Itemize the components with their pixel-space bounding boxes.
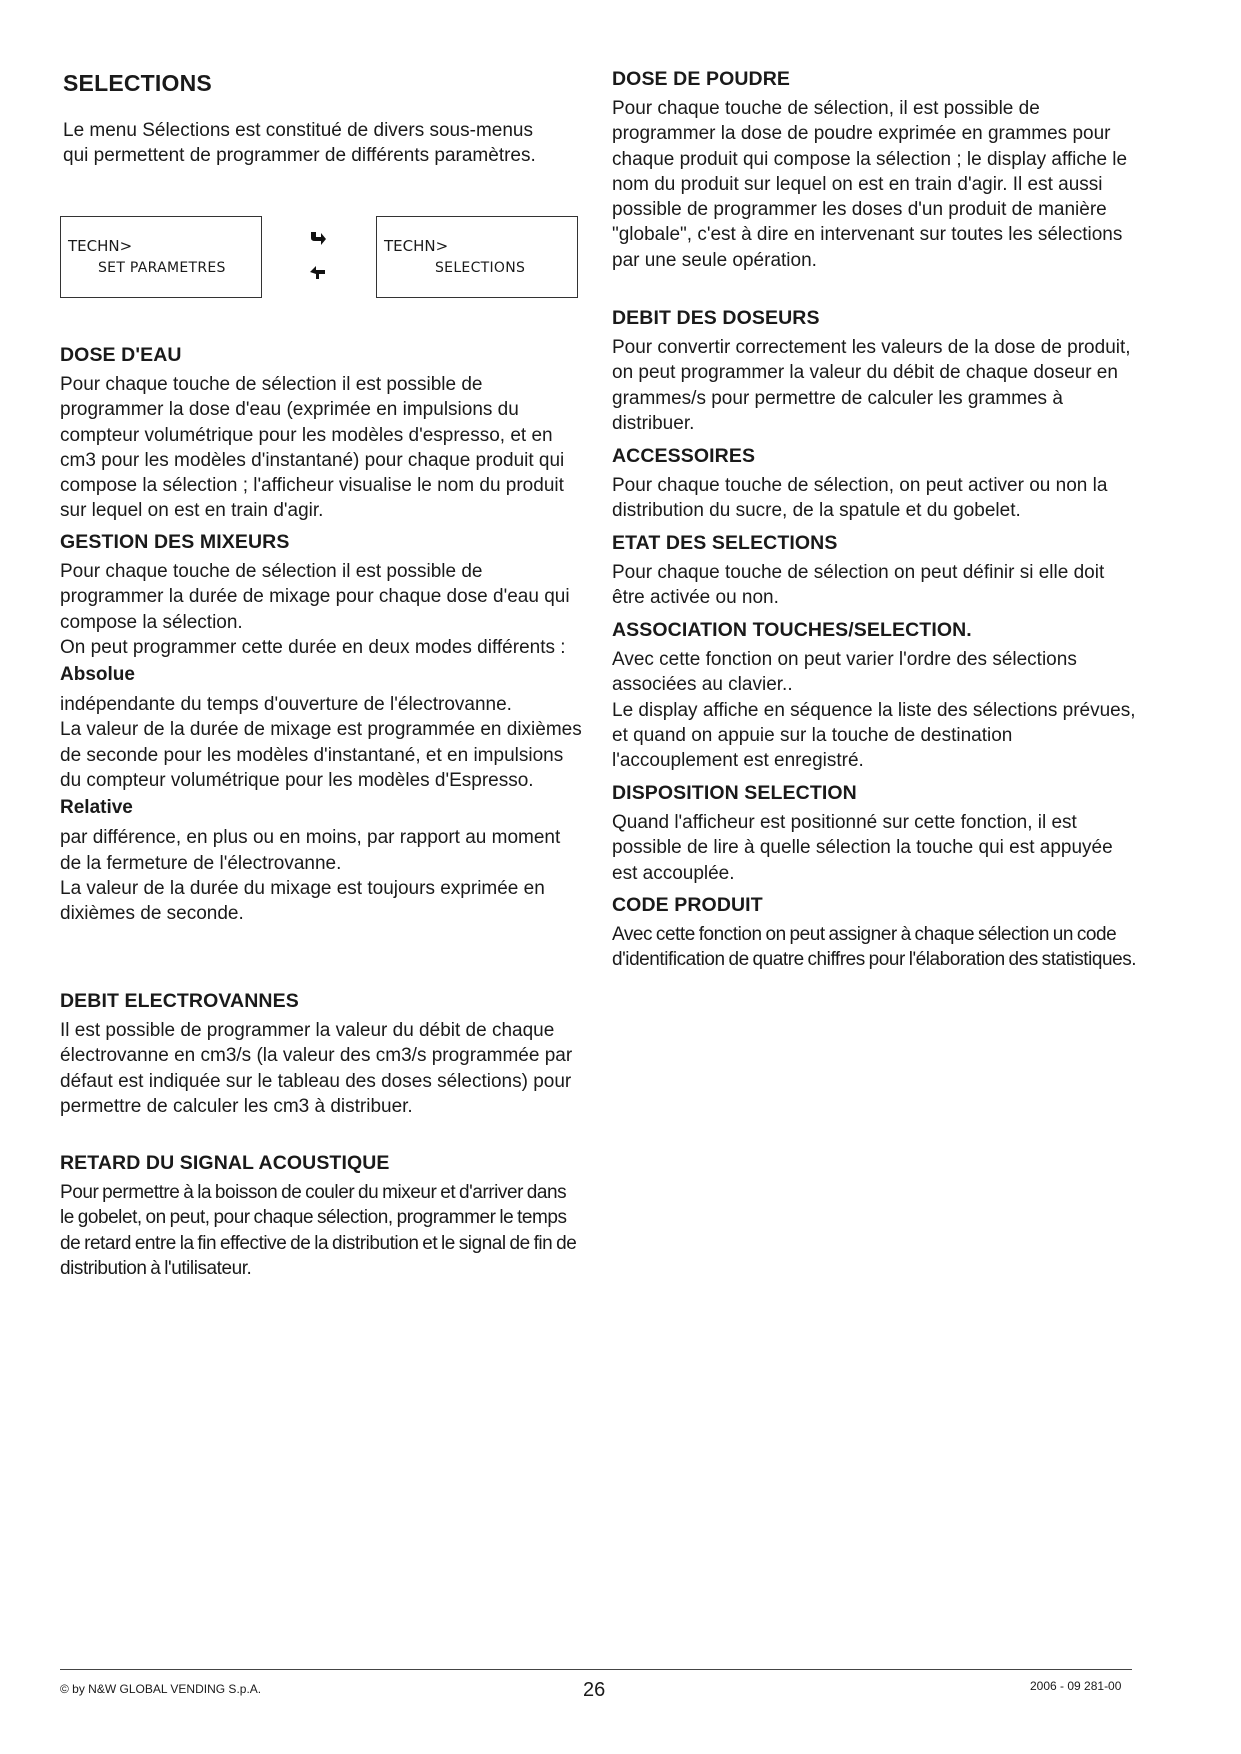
lcd-display-selections xyxy=(376,216,578,298)
section-text: La valeur de la durée du mixage est toujours exprimée en dixièmes de seconde. xyxy=(60,877,545,925)
page-title: SELECTIONS xyxy=(63,70,212,96)
section-text: Avec cette fonction on peut assigner à chaque sélection un code d'identification de quatre chiffres pour l'élaboration des statistiques. xyxy=(612,924,1137,971)
section-heading: DEBIT DES DOSEURS xyxy=(612,307,820,329)
section-heading: DOSE D'EAU xyxy=(60,344,182,366)
lcd-display-set-parametres xyxy=(60,216,262,298)
section-text: On peut programmer cette durée en deux modes différents : xyxy=(60,636,566,658)
section-gestion-mixeurs xyxy=(60,529,582,927)
page-number: 26 xyxy=(583,1679,606,1701)
lcd-line-2: SET PARAMETRES xyxy=(98,260,226,276)
subheading-relative: Relative xyxy=(60,797,133,819)
section-text: Pour chaque touche de sélection il est possible de programmer la dose d'eau (exprimée en impulsions du compteur volumétrique pour les modèles d'espresso, et en cm3 pour les modèles d'instantané) pour chaque produit qui compose la sélection ; l'afficheur visualise le nom du produit sur lequel on est en train d'agir. xyxy=(60,374,565,522)
section-heading: RETARD DU SIGNAL ACOUSTIQUE xyxy=(60,1152,390,1174)
section-dose-eau xyxy=(60,342,582,524)
lcd-line-2: SELECTIONS xyxy=(435,260,526,276)
section-heading: ETAT DES SELECTIONS xyxy=(612,532,838,554)
section-debit-doseurs xyxy=(612,305,1137,436)
subheading-absolue: Absolue xyxy=(60,664,135,686)
section-heading: ACCESSOIRES xyxy=(612,445,756,467)
section-text: Pour chaque touche de sélection, on peut activer ou non la distribution du sucre, de la spatule et du gobelet. xyxy=(612,475,1108,522)
section-heading: GESTION DES MIXEURS xyxy=(60,531,290,553)
section-disposition xyxy=(612,780,1137,886)
section-code-produit xyxy=(612,892,1137,973)
section-text: Quand l'afficheur est positionné sur cette fonction, il est possible de lire à quelle sélection la touche qui est appuyée est accouplée. xyxy=(612,812,1113,884)
section-association xyxy=(612,617,1137,773)
section-text: indépendante du temps d'ouverture de l'électrovanne. xyxy=(60,694,512,716)
section-heading: DEBIT ELECTROVANNES xyxy=(60,990,299,1012)
footer-divider xyxy=(60,1669,1132,1670)
section-text: Avec cette fonction on peut varier l'ordre des sélections associées au clavier.. xyxy=(612,649,1077,696)
footer-copyright: © by N&W GLOBAL VENDING S.p.A. xyxy=(60,1682,262,1696)
intro-text: Le menu Sélections est constitué de divers sous-menus qui permettent de programmer de différents paramètres. xyxy=(63,120,536,166)
section-heading: CODE PRODUIT xyxy=(612,894,763,916)
section-text: Pour permettre à la boisson de couler du mixeur et d'arriver dans le gobelet, on peut, pour chaque sélection, programmer le temps de retard entre la fin effective de la distribution et le signal de fin de distribution à l'utilisateur. xyxy=(60,1182,577,1279)
section-retard-signal xyxy=(60,1150,582,1281)
section-text: Pour chaque touche de sélection il est possible de programmer la durée de mixage pour chaque dose d'eau qui compose la sélection. xyxy=(60,561,570,633)
section-debit-electrovannes xyxy=(60,988,582,1119)
section-text: Le display affiche en séquence la liste des sélections prévues, et quand on appuie sur la touche de destination l'accouplement est enregistré. xyxy=(612,699,1136,772)
arrow-forward-icon xyxy=(309,230,327,251)
arrow-back-icon xyxy=(309,264,327,285)
section-dose-poudre xyxy=(612,66,1137,273)
lcd-line-1: TECHN> xyxy=(68,237,133,255)
footer-doc-code: 2006 - 09 281-00 xyxy=(1030,1679,1122,1693)
section-heading: ASSOCIATION TOUCHES/SELECTION. xyxy=(612,619,972,641)
section-etat-selections xyxy=(612,530,1137,611)
section-text: Pour chaque touche de sélection, il est possible de programmer la dose de poudre exprimée en grammes pour chaque produit qui compose la sélection ; le display affiche le nom du produit sur lequel on est en train d'agir. Il est aussi possible de programmer les doses d'un produit de manière "globale", c'est à dire en intervenant sur toutes les sélections par une seule opération. xyxy=(612,98,1128,271)
section-accessoires xyxy=(612,443,1137,524)
section-heading: DOSE DE POUDRE xyxy=(612,68,791,90)
lcd-line-1: TECHN> xyxy=(384,237,449,255)
section-text: La valeur de la durée de mixage est programmée en dixièmes de seconde pour les modèles d'instantané, et en impulsions du compteur volumétrique pour les modèles d'Espresso. xyxy=(60,719,582,792)
section-text: Pour convertir correctement les valeurs de la dose de produit, on peut programmer la valeur du débit de chaque doseur en grammes/s pour permettre de calculer les grammes à distribuer. xyxy=(612,337,1131,434)
section-text: Pour chaque touche de sélection on peut définir si elle doit être activée ou non. xyxy=(612,562,1105,609)
section-heading: DISPOSITION SELECTION xyxy=(612,782,857,804)
section-text: par différence, en plus ou en moins, par rapport au moment de la fermeture de l'électrovanne. xyxy=(60,827,561,874)
section-text: Il est possible de programmer la valeur du débit de chaque électrovanne en cm3/s (la valeur des cm3/s programmée par défaut est indiquée sur le tableau des doses sélections) pour permettre de calculer les cm3 à distribuer. xyxy=(60,1020,573,1117)
